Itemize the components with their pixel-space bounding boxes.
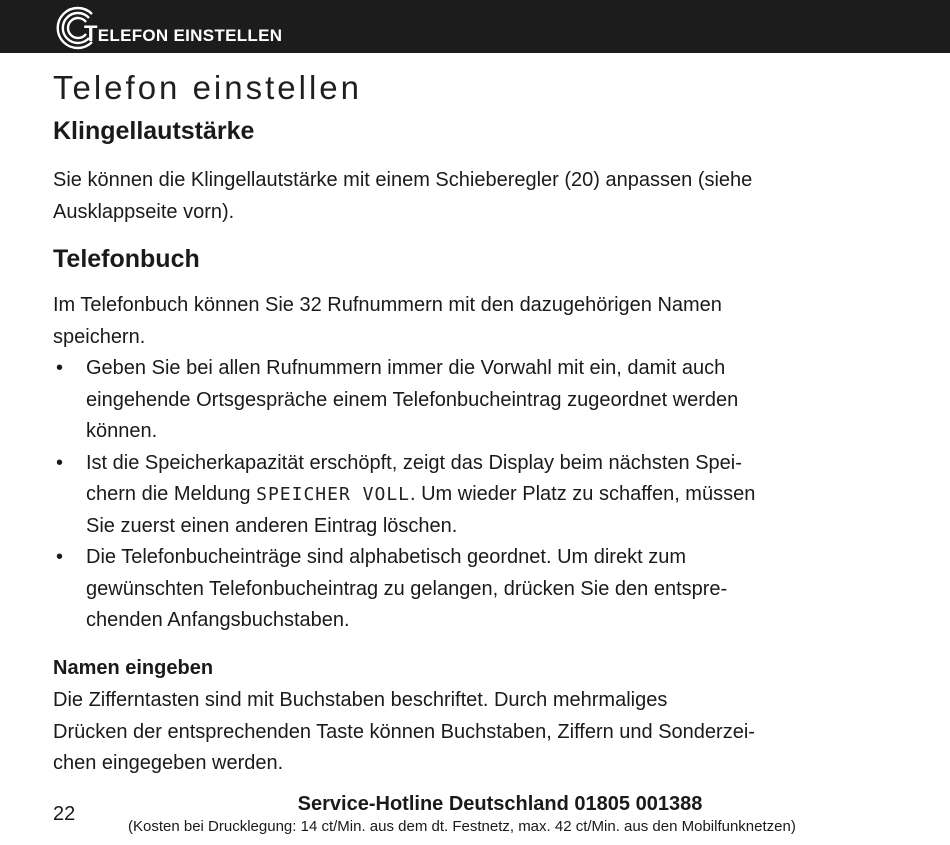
- service-hotline: Service-Hotline Deutschland 01805 001388: [297, 793, 703, 815]
- bullet-dot-icon: •: [56, 357, 64, 379]
- heading-telefonbuch: Telefonbuch: [53, 245, 200, 273]
- text-line: Geben Sie bei allen Rufnummern immer die Vorwahl mit ein, damit auch: [86, 357, 726, 379]
- telefonbuch-bullet-list: [53, 353, 903, 637]
- paragraph-klingellautstaerke: [53, 165, 898, 228]
- header-title: [84, 21, 282, 47]
- page-title: Telefon einstellen: [53, 69, 363, 106]
- text-line: Drücken der entsprechenden Taste können Buchstaben, Ziffern und Sonderzei-: [53, 720, 755, 743]
- text-line: eingehende Ortsgespräche einem Telefonbucheintrag zugeordnet werden: [86, 388, 739, 411]
- text-line: Sie können die Klingellautstärke mit einem Schieberegler (20) anpassen (siehe: [53, 169, 753, 191]
- heading-namen-eingeben: Namen eingeben: [53, 657, 214, 679]
- text-line: [86, 479, 903, 511]
- text-line: Ausklappseite vorn).: [53, 200, 235, 223]
- text-line: Sie zuerst einen anderen Eintrag löschen.: [86, 514, 458, 537]
- header-bar: [0, 0, 950, 53]
- list-item: [53, 542, 903, 637]
- text-line: Ist die Speicherkapazität erschöpft, zeigt das Display beim nächsten Spei-: [86, 451, 742, 474]
- text-line: chenden Anfangsbuchstaben.: [86, 609, 350, 631]
- page-number: 22: [53, 803, 76, 825]
- hotline-costs-note: (Kosten bei Drucklegung: 14 ct/Min. aus dem dt. Festnetz, max. 42 ct/Min. aus den Mobilfunknetzen): [128, 818, 796, 835]
- bullet-dot-icon: •: [56, 546, 64, 568]
- text-line: speichern.: [53, 325, 146, 348]
- text-line: Die Zifferntasten sind mit Buchstaben beschriftet. Durch mehrmaliges: [53, 689, 668, 711]
- text-line: chen eingegeben werden.: [53, 752, 284, 774]
- paragraph-namen-eingeben: [53, 685, 898, 780]
- text-fragment: . Um wieder Platz zu schaffen, müssen: [410, 483, 756, 505]
- list-item: [53, 448, 903, 543]
- text-line: Die Telefonbucheinträge sind alphabetisch geordnet. Um direkt zum: [86, 546, 686, 568]
- text-line: gewünschten Telefonbucheintrag zu gelangen, drücken Sie den entspre-: [86, 577, 728, 600]
- header-title-initial: T: [84, 21, 98, 46]
- display-message: SPEICHER VOLL: [256, 484, 410, 505]
- text-line: Im Telefonbuch können Sie 32 Rufnummern mit den dazugehörigen Namen: [53, 294, 722, 316]
- heading-klingellautstaerke: Klingellautstärke: [53, 117, 255, 145]
- header-title-rest: ELEFON EINSTELLEN: [97, 26, 283, 45]
- list-item: [53, 353, 903, 448]
- text-fragment: chern die Meldung: [86, 483, 257, 505]
- paragraph-telefonbuch-intro: [53, 290, 898, 353]
- bullet-dot-icon: •: [56, 451, 64, 474]
- text-line: können.: [86, 420, 158, 442]
